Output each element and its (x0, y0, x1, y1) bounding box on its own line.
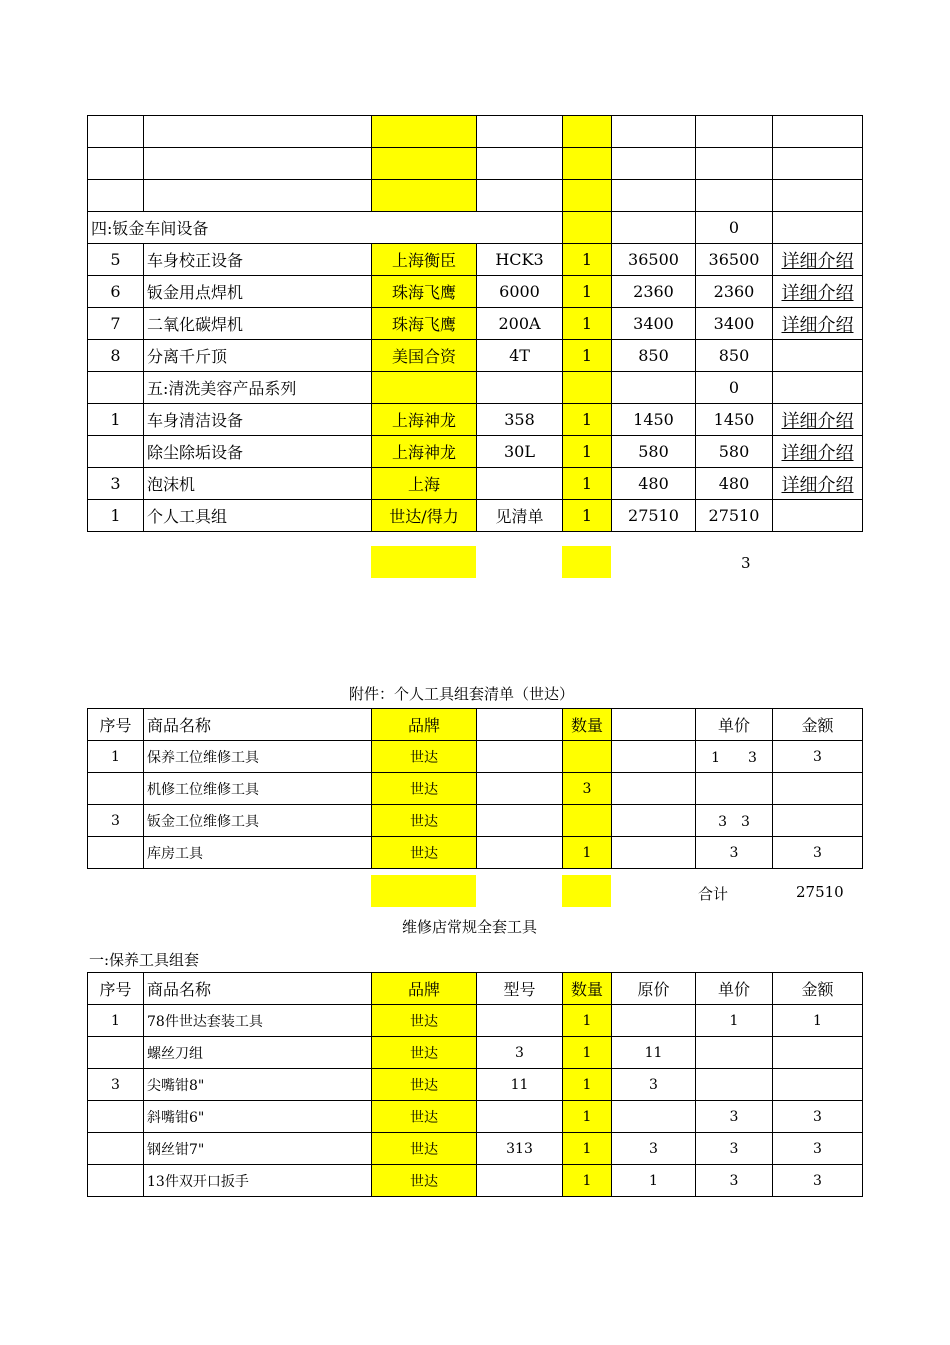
cell-price: 480 (612, 468, 696, 500)
cell-brand: 珠海飞鹰 (372, 308, 477, 340)
cell-brand: 世达 (372, 805, 477, 837)
cell-no: 6 (88, 276, 144, 308)
cell-name: 二氧化碳焊机 (144, 308, 372, 340)
total-value: 27510 (796, 883, 844, 901)
cell-model (477, 116, 563, 148)
cell-no (88, 372, 144, 404)
header-qty: 数量 (563, 709, 612, 741)
header-row (88, 973, 863, 1005)
cell-amount: 3 (773, 1133, 863, 1165)
cell-model (477, 1165, 563, 1197)
header-brand: 品牌 (372, 973, 477, 1005)
cell-price: 1 3 (696, 741, 773, 773)
cell-name: 尖嘴钳8" (144, 1069, 372, 1101)
qty-column-fill (562, 546, 611, 578)
cell-no (88, 436, 144, 468)
cell-no (88, 773, 144, 805)
cell-no: 1 (88, 1005, 144, 1037)
cell-qty (563, 148, 612, 180)
cell-qty: 1 (563, 276, 612, 308)
cell-brand: 世达 (372, 1133, 477, 1165)
attachment-title: 附件：个人工具组套清单（世达） (349, 685, 575, 703)
cell-brand: 美国合资 (372, 340, 477, 372)
cell-no: 3 (88, 468, 144, 500)
cell-price: 1450 (612, 404, 696, 436)
cell-price: 580 (612, 436, 696, 468)
cell-no: 7 (88, 308, 144, 340)
cell-brand: 上海衡臣 (372, 244, 477, 276)
cell-name: 13件双开口扳手 (144, 1165, 372, 1197)
header-brand: 品牌 (372, 709, 477, 741)
cell-qty: 1 (563, 1005, 612, 1037)
header-orig: 原价 (612, 973, 696, 1005)
cell-brand: 世达 (372, 741, 477, 773)
cell-amount: 3 (773, 1165, 863, 1197)
cell-qty: 1 (563, 436, 612, 468)
cell-amount (773, 1069, 863, 1101)
table-row (88, 837, 863, 869)
cell-model: 11 (477, 1069, 563, 1101)
cell-qty: 1 (563, 1037, 612, 1069)
cell-brand: 上海神龙 (372, 436, 477, 468)
cell-no: 3 (88, 805, 144, 837)
cell-name: 斜嘴钳6" (144, 1101, 372, 1133)
cell-qty (563, 372, 612, 404)
detail-link[interactable]: 详细介绍 (773, 436, 863, 468)
cell-qty: 1 (563, 1133, 612, 1165)
cell-model: 30L (477, 436, 563, 468)
cell-price: 3 3 (696, 805, 773, 837)
header-model: 型号 (477, 973, 563, 1005)
cell-price: 3 (696, 1101, 773, 1133)
table-row (88, 741, 863, 773)
cell-brand: 珠海飞鹰 (372, 276, 477, 308)
cell-link (773, 340, 863, 372)
cell-price: 3 (696, 1165, 773, 1197)
cell-name: 钣金用点焊机 (144, 276, 372, 308)
cell-qty (563, 212, 612, 244)
cell-orig: 3 (612, 1069, 696, 1101)
cell-amount (696, 180, 773, 212)
cell-brand (372, 148, 477, 180)
cell-model (477, 468, 563, 500)
cell-model (477, 1101, 563, 1133)
cell-link (773, 500, 863, 532)
cell-qty (563, 180, 612, 212)
cell-no: 1 (88, 404, 144, 436)
cell-brand: 世达 (372, 837, 477, 869)
cell-orig: 1 (612, 1165, 696, 1197)
header-blank (612, 709, 696, 741)
cell-price: 36500 (612, 244, 696, 276)
attachment-table (87, 708, 863, 869)
header-qty: 数量 (563, 973, 612, 1005)
cell-name: 除尘除垢设备 (144, 436, 372, 468)
blank-row (88, 148, 863, 180)
cell-amount: 480 (696, 468, 773, 500)
header-blank (477, 709, 563, 741)
table-row (88, 1101, 863, 1133)
cell-orig (612, 1101, 696, 1133)
table-row (88, 340, 863, 372)
header-name: 商品名称 (144, 973, 372, 1005)
cell-orig: 11 (612, 1037, 696, 1069)
cell-no (88, 1165, 144, 1197)
table-row (88, 404, 863, 436)
blank-row (88, 180, 863, 212)
cell-orig: 3 (612, 1133, 696, 1165)
cell-brand (372, 116, 477, 148)
header-amount: 金额 (773, 973, 863, 1005)
cell-price (612, 212, 696, 244)
cell-brand: 世达 (372, 1005, 477, 1037)
cell-brand: 世达 (372, 1165, 477, 1197)
header-amount: 金额 (773, 709, 863, 741)
cell-blank (477, 741, 563, 773)
cell-name: 机修工位维修工具 (144, 773, 372, 805)
cell-price (612, 148, 696, 180)
section-label: 四:钣金车间设备 (88, 212, 563, 244)
cell-blank (612, 805, 696, 837)
table-row (88, 244, 863, 276)
cell-amount: 580 (696, 436, 773, 468)
section-total: 0 (696, 372, 773, 404)
cell-qty: 1 (563, 837, 612, 869)
cell-brand (372, 372, 477, 404)
cell-model: HCK3 (477, 244, 563, 276)
header-name: 商品名称 (144, 709, 372, 741)
toolset-table (87, 972, 863, 1197)
cell-amount: 27510 (696, 500, 773, 532)
table-row (88, 500, 863, 532)
cell-no: 1 (88, 500, 144, 532)
header-no: 序号 (88, 709, 144, 741)
header-no: 序号 (88, 973, 144, 1005)
cell-name: 库房工具 (144, 837, 372, 869)
cell-amount: 1 (773, 1005, 863, 1037)
section-total: 0 (696, 212, 773, 244)
total-label: 合计 (698, 885, 729, 903)
qty-column-fill-2 (562, 875, 611, 907)
cell-amount: 2360 (696, 276, 773, 308)
toolset-section-label: 一:保养工具组套 (89, 951, 200, 969)
footer-value: 3 (741, 554, 751, 572)
cell-model: 6000 (477, 276, 563, 308)
cell-qty (563, 741, 612, 773)
cell-model: 200A (477, 308, 563, 340)
cell-link (773, 212, 863, 244)
cell-orig (612, 1005, 696, 1037)
cell-qty: 1 (563, 500, 612, 532)
cell-price (612, 116, 696, 148)
cell-brand: 世达 (372, 1037, 477, 1069)
cell-qty: 1 (563, 1101, 612, 1133)
table-row (88, 436, 863, 468)
cell-qty: 1 (563, 1165, 612, 1197)
cell-brand: 上海 (372, 468, 477, 500)
cell-qty: 1 (563, 404, 612, 436)
cell-qty: 1 (563, 468, 612, 500)
cell-blank (612, 837, 696, 869)
table-row (88, 1005, 863, 1037)
cell-name: 分离千斤顶 (144, 340, 372, 372)
cell-model (477, 372, 563, 404)
cell-qty: 1 (563, 308, 612, 340)
cell-link (773, 148, 863, 180)
cell-brand: 上海神龙 (372, 404, 477, 436)
cell-amount (773, 773, 863, 805)
cell-amount (696, 148, 773, 180)
cell-name: 钢丝钳7" (144, 1133, 372, 1165)
cell-no (88, 1037, 144, 1069)
cell-name (144, 148, 372, 180)
cell-amount: 3 (773, 1101, 863, 1133)
cell-no: 1 (88, 741, 144, 773)
cell-price: 2360 (612, 276, 696, 308)
cell-blank (477, 773, 563, 805)
detail-link[interactable]: 详细介绍 (773, 244, 863, 276)
cell-amount: 3 (773, 741, 863, 773)
cell-name (144, 116, 372, 148)
cell-amount (773, 805, 863, 837)
detail-link[interactable]: 详细介绍 (773, 308, 863, 340)
cell-brand (372, 180, 477, 212)
cell-name: 个人工具组 (144, 500, 372, 532)
cell-name: 钣金工位维修工具 (144, 805, 372, 837)
cell-name: 78件世达套装工具 (144, 1005, 372, 1037)
cell-link (773, 116, 863, 148)
table-row (88, 276, 863, 308)
cell-amount (773, 1037, 863, 1069)
cell-name: 保养工位维修工具 (144, 741, 372, 773)
toolset-title: 维修店常规全套工具 (402, 918, 538, 936)
cell-blank (612, 741, 696, 773)
cell-price (696, 1069, 773, 1101)
detail-link[interactable]: 详细介绍 (773, 404, 863, 436)
cell-price: 3 (696, 1133, 773, 1165)
brand-column-fill-2 (371, 875, 476, 907)
cell-model: 313 (477, 1133, 563, 1165)
table-row (88, 1165, 863, 1197)
cell-amount: 1450 (696, 404, 773, 436)
cell-price: 3400 (612, 308, 696, 340)
blank-row (88, 116, 863, 148)
cell-no (88, 148, 144, 180)
cell-model (477, 180, 563, 212)
cell-name: 泡沫机 (144, 468, 372, 500)
cell-amount: 36500 (696, 244, 773, 276)
cell-price: 850 (612, 340, 696, 372)
cell-price (612, 180, 696, 212)
cell-brand: 世达 (372, 773, 477, 805)
table-row (88, 1069, 863, 1101)
cell-price: 1 (696, 1005, 773, 1037)
cell-model: 3 (477, 1037, 563, 1069)
table-row (88, 1037, 863, 1069)
cell-amount (696, 116, 773, 148)
cell-qty (563, 805, 612, 837)
cell-qty (563, 116, 612, 148)
section-label: 五:清洗美容产品系列 (144, 372, 372, 404)
cell-qty: 1 (563, 1069, 612, 1101)
cell-amount: 850 (696, 340, 773, 372)
cell-price (696, 773, 773, 805)
cell-price: 27510 (612, 500, 696, 532)
cell-no (88, 837, 144, 869)
cell-name: 车身清洁设备 (144, 404, 372, 436)
cell-no (88, 1101, 144, 1133)
cell-qty: 3 (563, 773, 612, 805)
cell-model: 4T (477, 340, 563, 372)
cell-qty: 1 (563, 340, 612, 372)
table-row (88, 773, 863, 805)
cell-name: 车身校正设备 (144, 244, 372, 276)
cell-no: 3 (88, 1069, 144, 1101)
cell-no (88, 116, 144, 148)
cell-model: 358 (477, 404, 563, 436)
cell-price (612, 372, 696, 404)
table-row (88, 468, 863, 500)
cell-name (144, 180, 372, 212)
cell-link (773, 372, 863, 404)
detail-link[interactable]: 详细介绍 (773, 468, 863, 500)
table-row (88, 308, 863, 340)
cell-amount: 3400 (696, 308, 773, 340)
section-row (88, 212, 863, 244)
cell-model: 见清单 (477, 500, 563, 532)
cell-no: 8 (88, 340, 144, 372)
detail-link[interactable]: 详细介绍 (773, 276, 863, 308)
cell-blank (477, 805, 563, 837)
section-row (88, 372, 863, 404)
table-row (88, 805, 863, 837)
cell-name: 螺丝刀组 (144, 1037, 372, 1069)
cell-blank (612, 773, 696, 805)
cell-link (773, 180, 863, 212)
header-row (88, 709, 863, 741)
cell-no (88, 1133, 144, 1165)
cell-no (88, 180, 144, 212)
cell-amount: 3 (773, 837, 863, 869)
table-row (88, 1133, 863, 1165)
cell-brand: 世达 (372, 1101, 477, 1133)
cell-brand: 世达/得力 (372, 500, 477, 532)
equipment-table (87, 115, 863, 532)
cell-blank (477, 837, 563, 869)
cell-model (477, 1005, 563, 1037)
cell-price (696, 1037, 773, 1069)
cell-price: 3 (696, 837, 773, 869)
cell-qty: 1 (563, 244, 612, 276)
brand-column-fill (371, 546, 476, 578)
header-price: 单价 (696, 709, 773, 741)
cell-no: 5 (88, 244, 144, 276)
cell-brand: 世达 (372, 1069, 477, 1101)
cell-model (477, 148, 563, 180)
header-price: 单价 (696, 973, 773, 1005)
